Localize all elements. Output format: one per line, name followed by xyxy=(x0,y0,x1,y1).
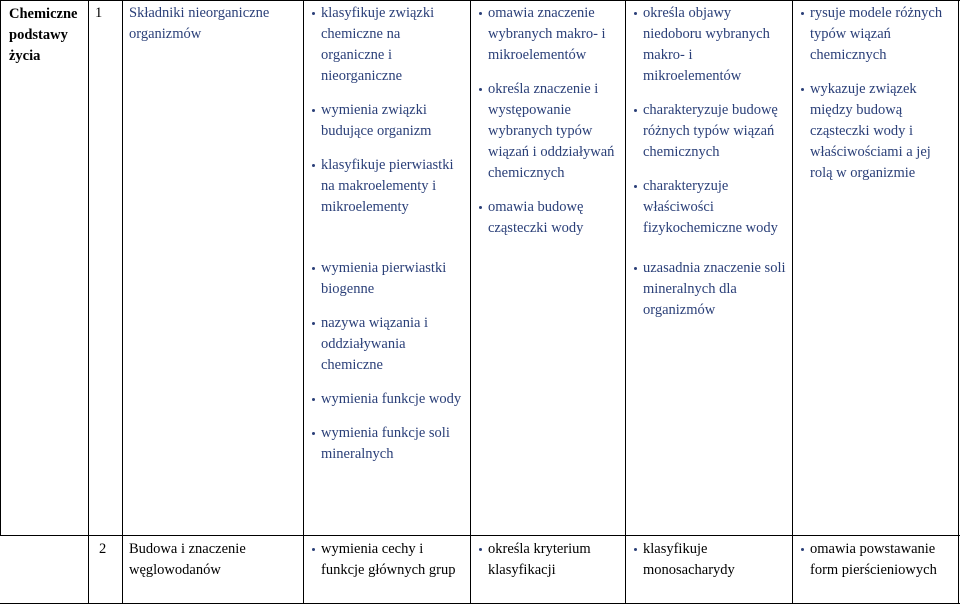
row1-col3 xyxy=(625,0,792,239)
table-border-right xyxy=(958,0,959,604)
category-cell xyxy=(2,0,88,67)
row-number-1: 1 xyxy=(95,5,103,21)
col-divider-1 xyxy=(88,0,89,604)
table-border-left xyxy=(0,0,1,536)
row2-col4 xyxy=(792,536,958,581)
row2-col1 xyxy=(303,536,470,581)
row1b-col1 xyxy=(303,255,470,465)
row1-col2 xyxy=(470,0,625,239)
col-divider-5 xyxy=(625,0,626,604)
row1-col1 xyxy=(303,0,470,218)
row1b-col3 xyxy=(625,255,792,321)
list-item: nazywa wiązania i oddziaływania chemiczne xyxy=(310,313,464,376)
col-divider-6 xyxy=(792,0,793,604)
list-item: klasyfikuje monosacharydy xyxy=(632,539,786,581)
col-divider-4 xyxy=(470,0,471,604)
list-item: klasyfikuje związki chemiczne na organiczne i nieorganiczne xyxy=(310,3,464,87)
list-item: rysuje modele różnych typów wiązań chemicznych xyxy=(799,3,952,66)
list-item: omawia budowę cząsteczki wody xyxy=(477,197,619,239)
list-item: charakteryzuje właściwości fizykochemiczne wody xyxy=(632,176,786,239)
row2-col3 xyxy=(625,536,792,581)
col-divider-3 xyxy=(303,0,304,604)
topic-2: Budowa i znaczenie węglowodanów xyxy=(129,541,246,578)
list-item: wymienia pierwiastki biogenne xyxy=(310,258,464,300)
row1-col4 xyxy=(792,0,958,184)
list-item: charakteryzuje budowę różnych typów wiązań chemicznych xyxy=(632,100,786,163)
row-divider-1 xyxy=(0,535,960,536)
list-item: określa znaczenie i występowanie wybranych typów wiązań i oddziaływań chemicznych xyxy=(477,79,619,184)
list-item: klasyfikuje pierwiastki na makroelementy i mikroelementy xyxy=(310,155,464,218)
row-number-2: 2 xyxy=(99,541,107,557)
list-item: omawia powstawanie form pierścieniowych xyxy=(799,539,952,581)
list-item: wykazuje związek między budową cząsteczki wody i właściwościami a jej rolą w organizmie xyxy=(799,79,952,184)
list-item: omawia znaczenie wybranych makro- i mikroelementów xyxy=(477,3,619,66)
table-border-top xyxy=(0,0,960,1)
list-item: wymienia cechy i funkcje głównych grup xyxy=(310,539,464,581)
list-item: wymienia funkcje soli mineralnych xyxy=(310,423,464,465)
list-item: uzasadnia znaczenie soli mineralnych dla organizmów xyxy=(632,258,786,321)
row2-col2 xyxy=(470,536,625,581)
col-divider-2 xyxy=(122,0,123,604)
category-label: Chemiczne podstawy życia xyxy=(9,6,78,64)
list-item: wymienia funkcje wody xyxy=(310,389,464,410)
list-item: określa kryterium klasyfikacji xyxy=(477,539,619,581)
topic-1: Składniki nieorganiczne organizmów xyxy=(129,5,270,42)
list-item: określa objawy niedoboru wybranych makro- i mikroelementów xyxy=(632,3,786,87)
list-item: wymienia związki budujące organizm xyxy=(310,100,464,142)
